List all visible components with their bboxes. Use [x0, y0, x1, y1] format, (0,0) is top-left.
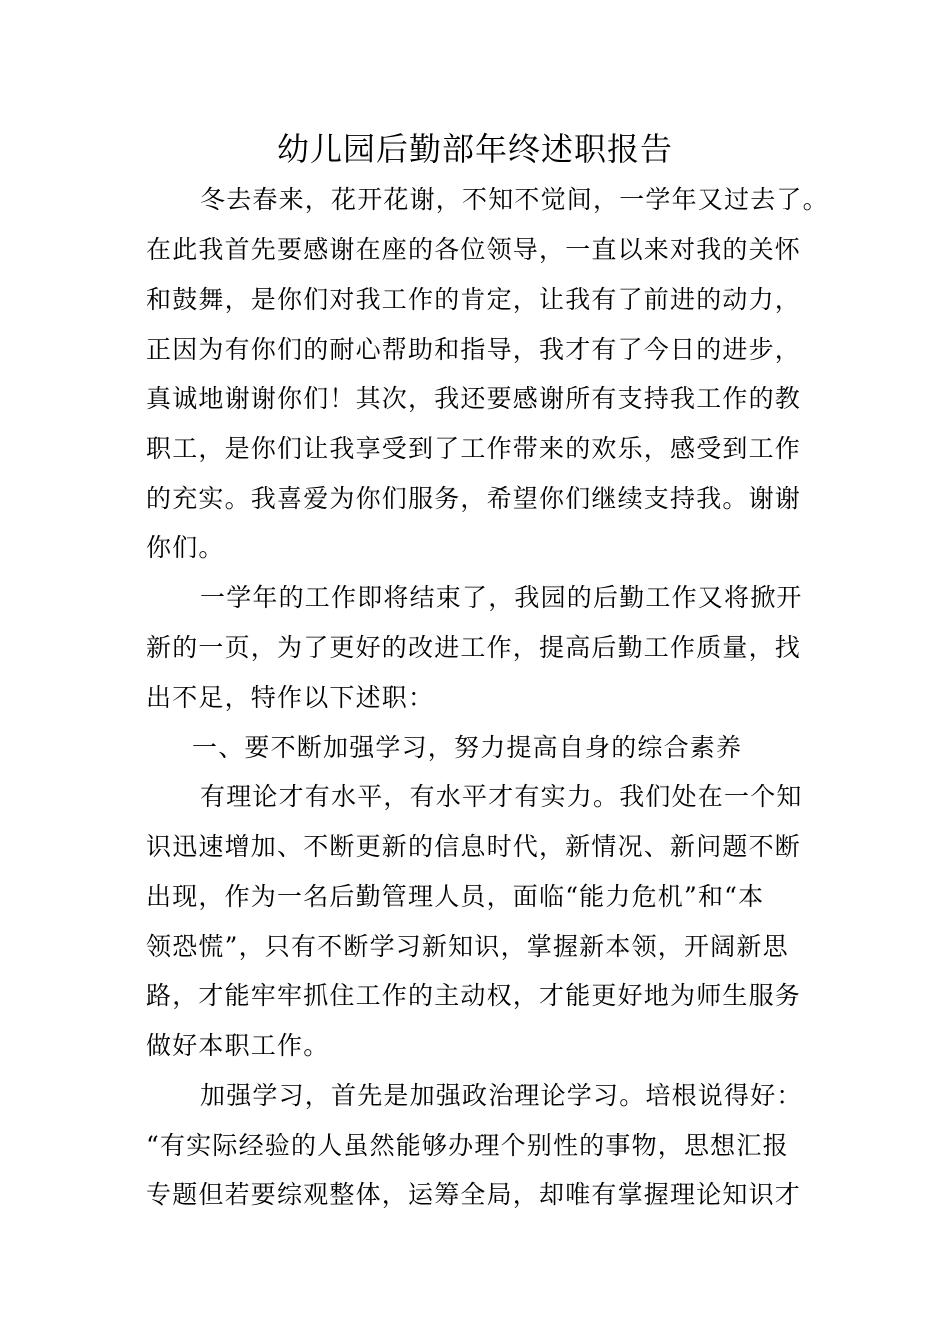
paragraph-line: 做好本职工作。: [146, 1031, 330, 1060]
document-title: 幼儿园后勤部年终述职报告: [276, 130, 673, 168]
paragraph-line: 有理论才有水平，有水平才有实力。我们处在一个知: [200, 782, 803, 811]
paragraph-line: 一学年的工作即将结束了，我园的后勤工作又将掀开: [200, 583, 803, 612]
paragraph-line: 专题但若要综观整体，运筹全局，却唯有掌握理论知识才: [146, 1180, 802, 1209]
paragraph-line: 正因为有你们的耐心帮助和指导，我才有了今日的进步，: [146, 335, 802, 364]
paragraph-line: 识迅速增加、不断更新的信息时代，新情况、新问题不断: [146, 832, 802, 861]
paragraph-line: 你们。: [146, 533, 225, 562]
section-heading: 一、要不断加强学习，努力提高自身的综合素养: [192, 733, 743, 762]
paragraph-line: 出现，作为一名后勤管理人员，面临“能力危机”和“本: [146, 882, 765, 911]
paragraph-line: 路，才能牢牢抓住工作的主动权，才能更好地为师生服务: [146, 981, 802, 1010]
paragraph-line: 在此我首先要感谢在座的各位领导，一直以来对我的关怀: [146, 235, 802, 264]
paragraph-line: 真诚地谢谢你们！其次，我还要感谢所有支持我工作的教: [146, 384, 802, 413]
paragraph-line: 加强学习，首先是加强政治理论学习。培根说得好：: [200, 1081, 803, 1110]
paragraph-line: 领恐慌”，只有不断学习新知识，掌握新本领，开阔新思: [146, 932, 789, 961]
paragraph-line: 的充实。我喜爱为你们服务，希望你们继续支持我。谢谢: [146, 484, 802, 513]
paragraph-line: 和鼓舞，是你们对我工作的肯定，让我有了前进的动力，: [146, 285, 802, 314]
paragraph-line: 职工，是你们让我享受到了工作带来的欢乐，感受到工作: [146, 434, 802, 463]
paragraph-line: 出不足，特作以下述职：: [146, 683, 435, 712]
paragraph-line: 冬去春来，花开花谢，不知不觉间，一学年又过去了。: [200, 185, 829, 214]
paragraph-line: “有实际经验的人虽然能够办理个别性的事物，思想汇报: [146, 1131, 789, 1160]
paragraph-line: 新的一页，为了更好的改进工作，提高后勤工作质量，找: [146, 633, 802, 662]
